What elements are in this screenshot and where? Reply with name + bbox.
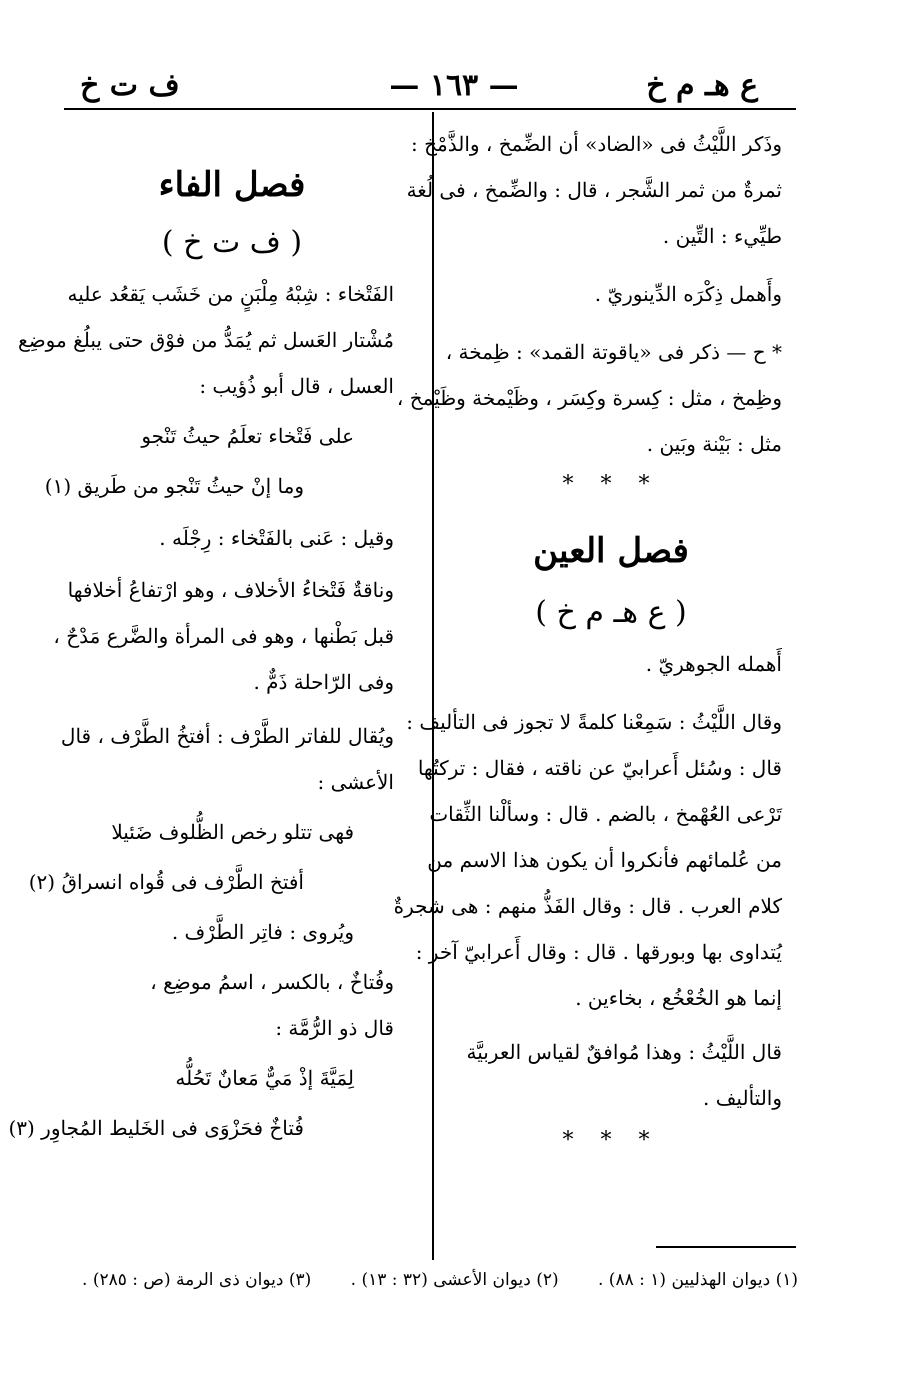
header-rule (64, 108, 796, 110)
text-line: قال ذو الرُّمَّة : (275, 1016, 394, 1040)
text-line: وفى الرّاحلة ذَمٌّ . (253, 670, 394, 694)
header-right-root: ع هـ م خ (646, 68, 758, 103)
verse-line: لِمَيَّةَ إذْ مَيٌّ مَعانٌ تَحُلُّه (175, 1066, 354, 1090)
verse-line: أفتخ الطَّرْف فى قُواه انسراقُ (٢) (28, 870, 304, 894)
text-line: أَهمله الجوهريّ . (645, 652, 782, 676)
footnote-3: (٣) ديوان ذى الرمة (ص : ٢٨٥) . (82, 1270, 312, 1290)
text-line: والتأليف . (703, 1086, 782, 1110)
verse-line: فُتاخٌ فحَزْوَى فى الخَليط المُجاوِر (٣) (8, 1116, 304, 1140)
text-line: الفَتْخاء : شِبْهُ مِلْبَنٍ من خَشَب يَقعُد عليه (67, 282, 394, 306)
text-line: قبل بَطْنها ، وهو فى المرأة والضَّرع مَدْحٌ ، (53, 624, 394, 648)
page-number: — ١٦٣ — (389, 68, 519, 103)
text-line: ويُقال للفاتر الطَّرْف : أفتخُ الطَّرْف ، قال (60, 724, 394, 748)
text-line: وقال اللَّيْثُ : سَمِعْنا كلمةً لا تجوز فى التأليف : (406, 710, 782, 734)
text-line: وفُتاخٌ ، بالكسر ، اسمُ موضِع ، (150, 970, 394, 994)
text-line: ويُروى : فاتِر الطَّرْف . (171, 920, 354, 944)
text-line: طيِّيء : التِّين . (662, 224, 782, 248)
footnote-1: (١) ديوان الهذليين (١ : ٨٨) . (598, 1270, 798, 1290)
text-line: الأعشى : (317, 770, 394, 794)
text-line: وناقةٌ فَتْخاءُ الأخلاف ، وهو ارْتفاعُ أخلافها (67, 578, 394, 602)
footnote-rule (656, 1246, 796, 1248)
footnote-2: (٢) ديوان الأعشى (٣٢ : ١٣) . (350, 1270, 559, 1290)
text-line: قال : وسُئل أَعرابيّ عن ناقته ، فقال : تركتُها (417, 756, 782, 780)
verse-line: وما إنْ حيثُ تَنْجو من طَريق (١) (44, 474, 304, 498)
text-line: * ح — ذكر فى «ياقوتة القمد» : ظِمخة ، (445, 340, 782, 364)
text-line: وأَهمل ذِكْرَه الدِّينوريّ . (594, 282, 782, 306)
text-line: ثمرةٌ من ثمر الشَّجر ، قال : والضِّمخ ، فى لُغة (406, 178, 782, 202)
text-line: مُشْتار العَسل ثم يُمَدُّ من فوْق حتى يبلُغ موضِع (18, 328, 394, 352)
text-line: من عُلمائهم فأنكروا أن يكون هذا الاسم من (427, 848, 782, 872)
text-line: وقيل : عَنى بالفَتْخاء : رِجْلَه . (159, 526, 394, 550)
section-roots: ( ع هـ م خ ) (535, 595, 687, 630)
text-line: تَرْعى العُهْمخ ، بالضم . قال : وسألْنا الثِّقات (429, 802, 782, 826)
section-title: فصل الفاء (158, 165, 306, 205)
separator-stars: * * * (562, 472, 660, 497)
left-column (8, 130, 394, 1142)
right-column (393, 130, 782, 1156)
header-left-root: ف ت خ (80, 68, 180, 103)
text-line: العسل ، قال أبو ذُؤيب : (199, 374, 394, 398)
section-title: فصل العين (533, 531, 689, 571)
text-line: يُتداوى بها وبورقها . قال : وقال أَعرابيّ آخر : (415, 940, 782, 964)
text-line: وذَكر اللَّيْثُ فى «الضاد» أن الضِّمخ ، والذَّمْخ : (411, 132, 782, 156)
text-line: وظِمخ ، مثل : كِسرة وكِسَر ، وظَيْمخة وظَيْمخ ، (396, 386, 782, 410)
text-line: إنما هو الخُعْخُع ، بخاءين . (575, 986, 782, 1010)
column-divider (432, 112, 434, 1260)
verse-line: فهى تتلو رخص الظُّلوف ضَئيلا (111, 820, 354, 844)
verse-line: على فَتْخاء تعلَمُ حيثُ تَنْجو (141, 424, 354, 448)
text-line: قال اللَّيْثُ : وهذا مُوافقٌ لقياس العربيَّة (466, 1040, 782, 1064)
section-roots: ( ف ت خ ) (161, 225, 303, 260)
footnotes (82, 1268, 798, 1292)
text-line: مثل : بَيْنة وبَين . (646, 432, 782, 456)
separator-stars: * * * (562, 1128, 660, 1153)
text-line: كلام العرب . قال : وقال الفَذُّ منهم : هى شجرةٌ (393, 894, 782, 918)
